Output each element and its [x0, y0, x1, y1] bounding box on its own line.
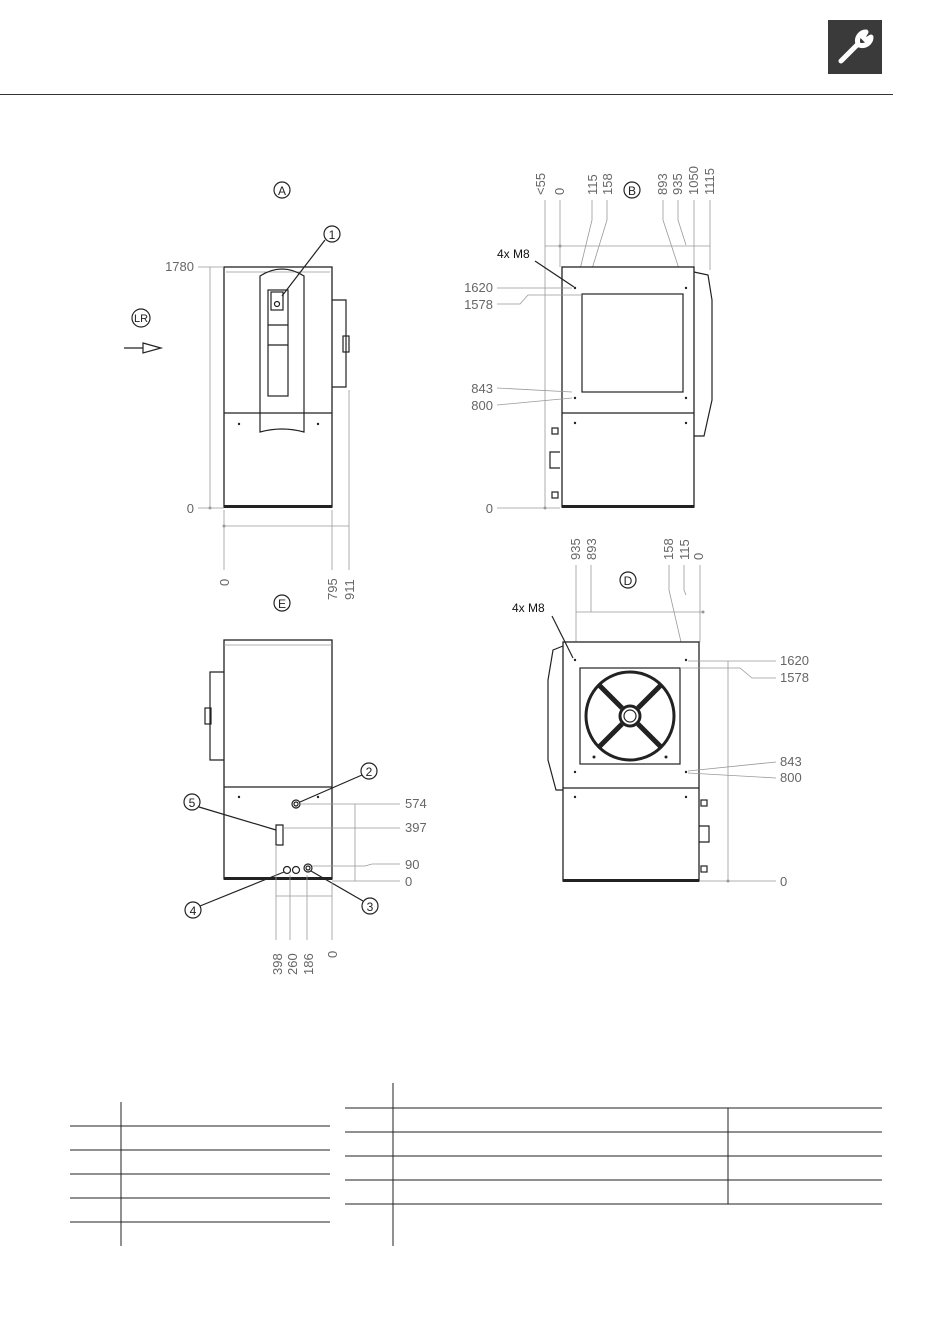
dim-d-0: 0: [780, 874, 788, 889]
view-e-letter: E: [277, 597, 287, 611]
callout-1: 1: [328, 228, 336, 242]
dim-b-1050: 1050: [686, 166, 701, 195]
dim-0-vertical: 0: [186, 501, 194, 516]
view-a-letter: A: [277, 184, 287, 198]
dim-d-0: 0: [691, 552, 706, 560]
dim-b-1578: 1578: [464, 297, 493, 312]
dim-911: 911: [342, 579, 357, 600]
dim-e-0-bottom: 0: [325, 950, 340, 958]
dim-795: 795: [325, 578, 340, 600]
view-b: [464, 166, 717, 516]
dim-b-0: 0: [485, 501, 493, 516]
dim-d-115: 115: [677, 539, 692, 560]
legend-table-right: [345, 1083, 882, 1246]
dim-e-186: 186: [301, 953, 316, 975]
dim-d-800: 800: [780, 770, 802, 785]
view-d-letter: D: [623, 574, 633, 588]
dim-d-893: 893: [584, 538, 599, 560]
flow-arrow-icon: [124, 343, 161, 353]
callout-4: 4: [189, 904, 197, 918]
dim-e-397: 397: [405, 820, 427, 835]
dim-b-lt55: <55: [533, 172, 548, 195]
callout-3: 3: [366, 900, 374, 914]
bolt-label-d: 4x M8: [512, 601, 545, 615]
dim-d-1620: 1620: [780, 653, 809, 668]
dim-b-1115: 1115: [702, 168, 717, 195]
dim-b-843: 843: [471, 381, 493, 396]
dim-b-115: 115: [585, 174, 600, 195]
dim-b-893: 893: [655, 173, 670, 195]
dim-e-90: 90: [405, 857, 420, 872]
legend-table-left: [70, 1102, 330, 1246]
dim-e-398: 398: [270, 953, 285, 975]
dim-d-843: 843: [780, 754, 802, 769]
dim-b-935: 935: [670, 173, 685, 195]
dim-d-158: 158: [661, 538, 676, 560]
dim-e-260: 260: [285, 953, 300, 975]
bolt-label-b: 4x M8: [497, 247, 530, 261]
dim-b-800: 800: [471, 398, 493, 413]
dim-e-0: 0: [405, 874, 413, 889]
dim-d-1578: 1578: [780, 670, 809, 685]
view-a: [124, 182, 357, 600]
dim-e-574: 574: [405, 796, 427, 811]
dim-b-158: 158: [600, 173, 615, 195]
view-b-letter: B: [627, 184, 637, 198]
callout-5: 5: [188, 796, 196, 810]
dim-d-935: 935: [568, 538, 583, 560]
view-d: [512, 538, 809, 889]
view-e: [184, 595, 427, 975]
dim-b-0: 0: [552, 187, 567, 195]
dim-1780: 1780: [165, 259, 194, 274]
dim-b-1620: 1620: [464, 280, 493, 295]
dim-0-horizontal: 0: [217, 578, 232, 586]
flow-direction-label: LR: [133, 313, 149, 325]
callout-2: 2: [365, 765, 373, 779]
